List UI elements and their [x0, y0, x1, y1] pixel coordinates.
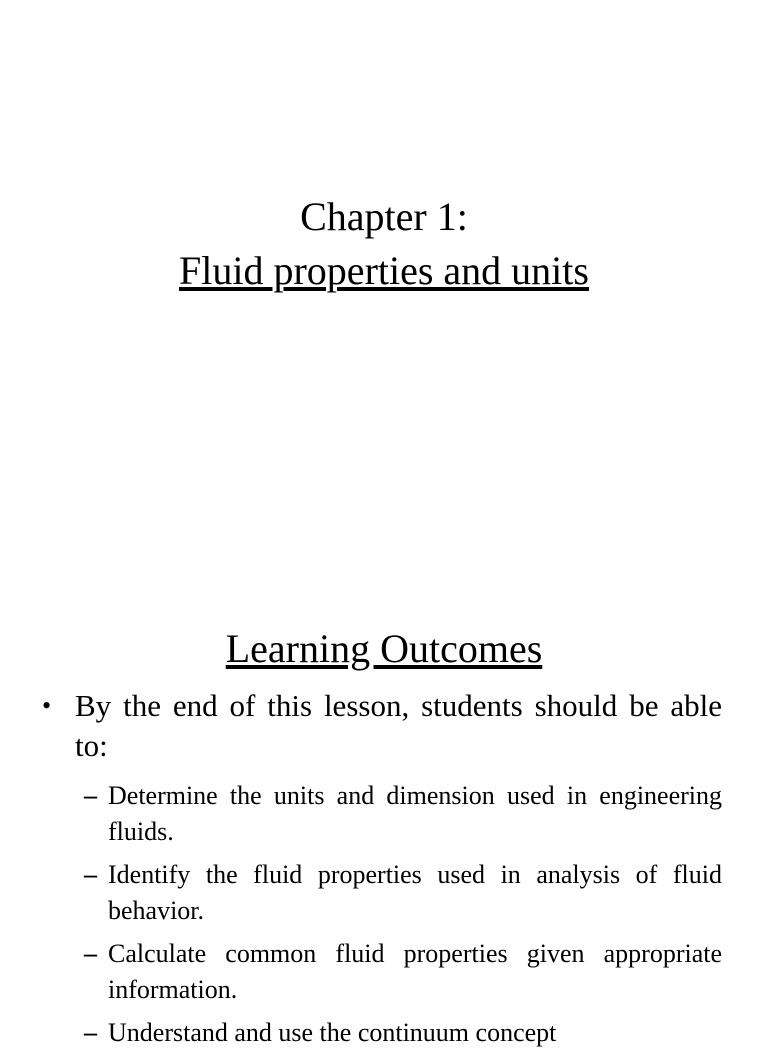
outcome-item — [84, 778, 722, 850]
dash-marker: – — [84, 781, 97, 810]
outcomes-list — [84, 778, 722, 1058]
outcome-text: Calculate common fluid properties given appropriate information. — [108, 939, 722, 1004]
dash-marker: – — [84, 939, 97, 968]
outcome-text: Determine the units and dimension used in engineering fluids. — [108, 781, 722, 846]
outcome-item — [84, 936, 722, 1008]
intro-bullet-text: By the end of this lesson, students should be able to: — [75, 688, 722, 763]
outcome-item — [84, 857, 722, 929]
chapter-title — [0, 190, 768, 298]
dash-marker: – — [84, 860, 97, 889]
bullet-marker: • — [42, 691, 52, 720]
chapter-subtitle: Fluid properties and units — [179, 248, 589, 293]
outcome-text: Understand and use the continuum concept — [108, 1018, 557, 1047]
chapter-number: Chapter 1: — [300, 194, 468, 239]
intro-bullet-item — [42, 686, 722, 766]
dash-marker: – — [84, 1018, 97, 1047]
learning-outcomes-heading: Learning Outcomes — [225, 626, 543, 671]
learning-outcomes-slide — [0, 560, 768, 1047]
intro-bullet — [42, 686, 722, 766]
outcome-text: Identify the fluid properties used in analysis of fluid behavior. — [108, 860, 722, 925]
outcome-item — [84, 1015, 722, 1051]
